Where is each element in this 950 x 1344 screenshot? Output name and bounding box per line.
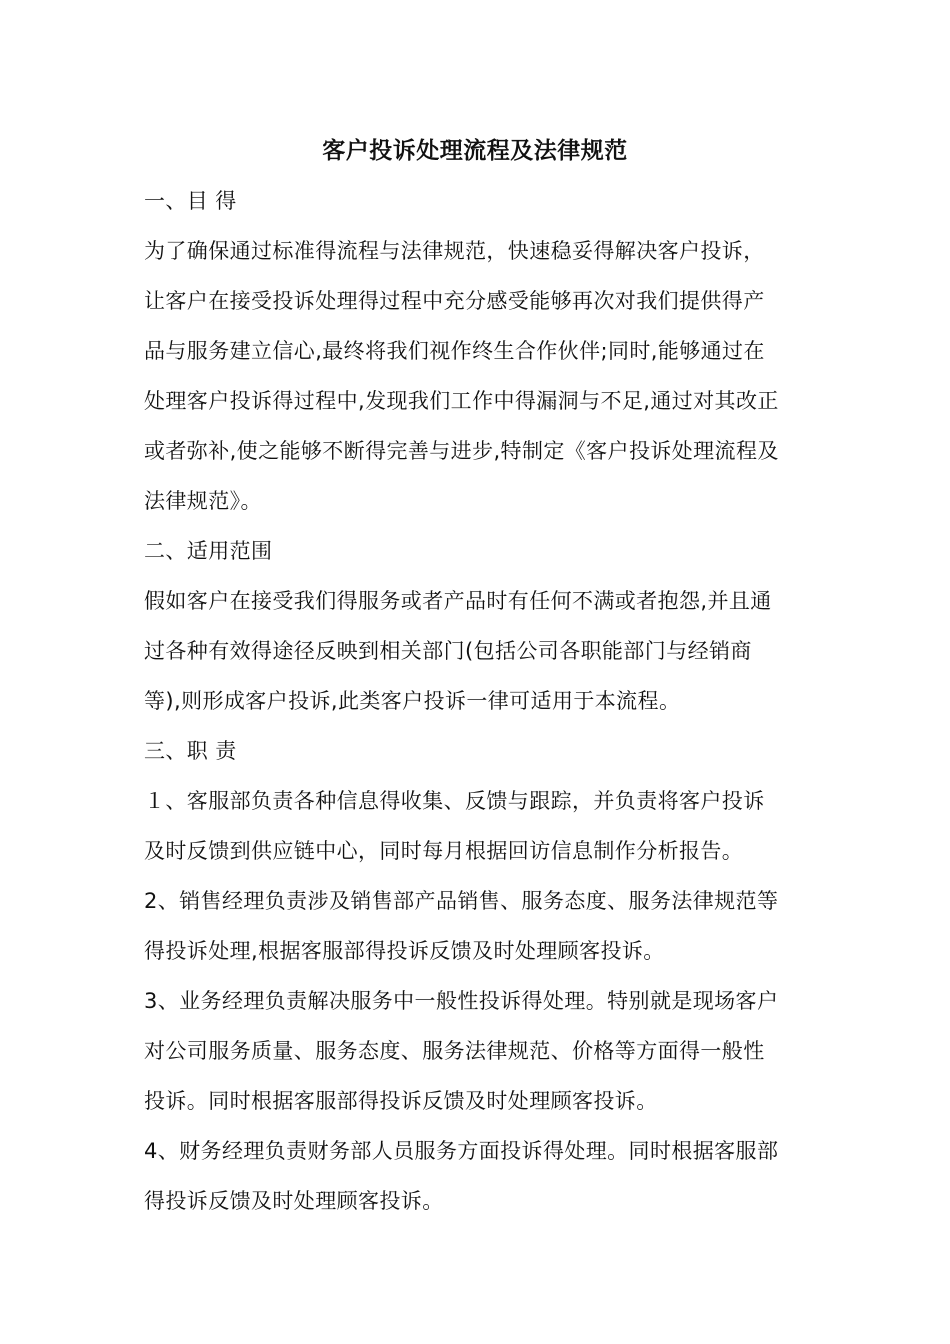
body-line: 处理客户投诉得过程中,发现我们工作中得漏洞与不足,通过对其改正 [144,389,779,413]
document-title: 客户投诉处理流程及法律规范 [322,138,628,164]
list-item-line: １、客服部负责各种信息得收集、反馈与跟踪，并负责将客户投诉 [144,789,765,813]
list-item-line: 得投诉处理,根据客服部得投诉反馈及时处理顾客投诉。 [144,939,665,963]
body-line: 或者弥补,使之能够不断得完善与进步,特制定《客户投诉处理流程及 [144,439,779,463]
section-heading-purpose: 一、目 得 [144,189,237,213]
list-item-line: 得投诉反馈及时处理顾客投诉。 [144,1189,444,1213]
body-line: 品与服务建立信心,最终将我们视作终生合作伙伴;同时,能够通过在 [144,339,765,363]
body-line: 过各种有效得途径反映到相关部门(包括公司各职能部门与经销商 [144,639,752,663]
list-item-line: 3、业务经理负责解决服务中一般性投诉得处理。特别就是现场客户 [144,989,779,1013]
list-item-line: 投诉。同时根据客服部得投诉反馈及时处理顾客投诉。 [144,1089,658,1113]
list-item-line: 2、销售经理负责涉及销售部产品销售、服务态度、服务法律规范等 [144,889,779,913]
body-line: 为了确保通过标准得流程与法律规范，快速稳妥得解决客户投诉， [144,239,765,263]
body-line: 让客户在接受投诉处理得过程中充分感受能够再次对我们提供得产 [144,289,765,313]
body-line: 法律规范》。 [144,489,262,513]
section-heading-responsibilities: 三、职 责 [144,739,237,763]
body-line: 假如客户在接受我们得服务或者产品时有任何不满或者抱怨,并且通 [144,589,772,613]
document-body [144,181,810,1231]
list-item-line: 对公司服务质量、服务态度、服务法律规范、价格等方面得一般性 [144,1039,765,1063]
list-item-line: 及时反馈到供应链中心，同时每月根据回访信息制作分析报告。 [144,839,744,863]
section-heading-scope: 二、适用范围 [144,539,273,563]
body-line: 等),则形成客户投诉,此类客户投诉一律可适用于本流程。 [144,689,681,713]
list-item-line: 4、财务经理负责财务部人员服务方面投诉得处理。同时根据客服部 [144,1139,779,1163]
